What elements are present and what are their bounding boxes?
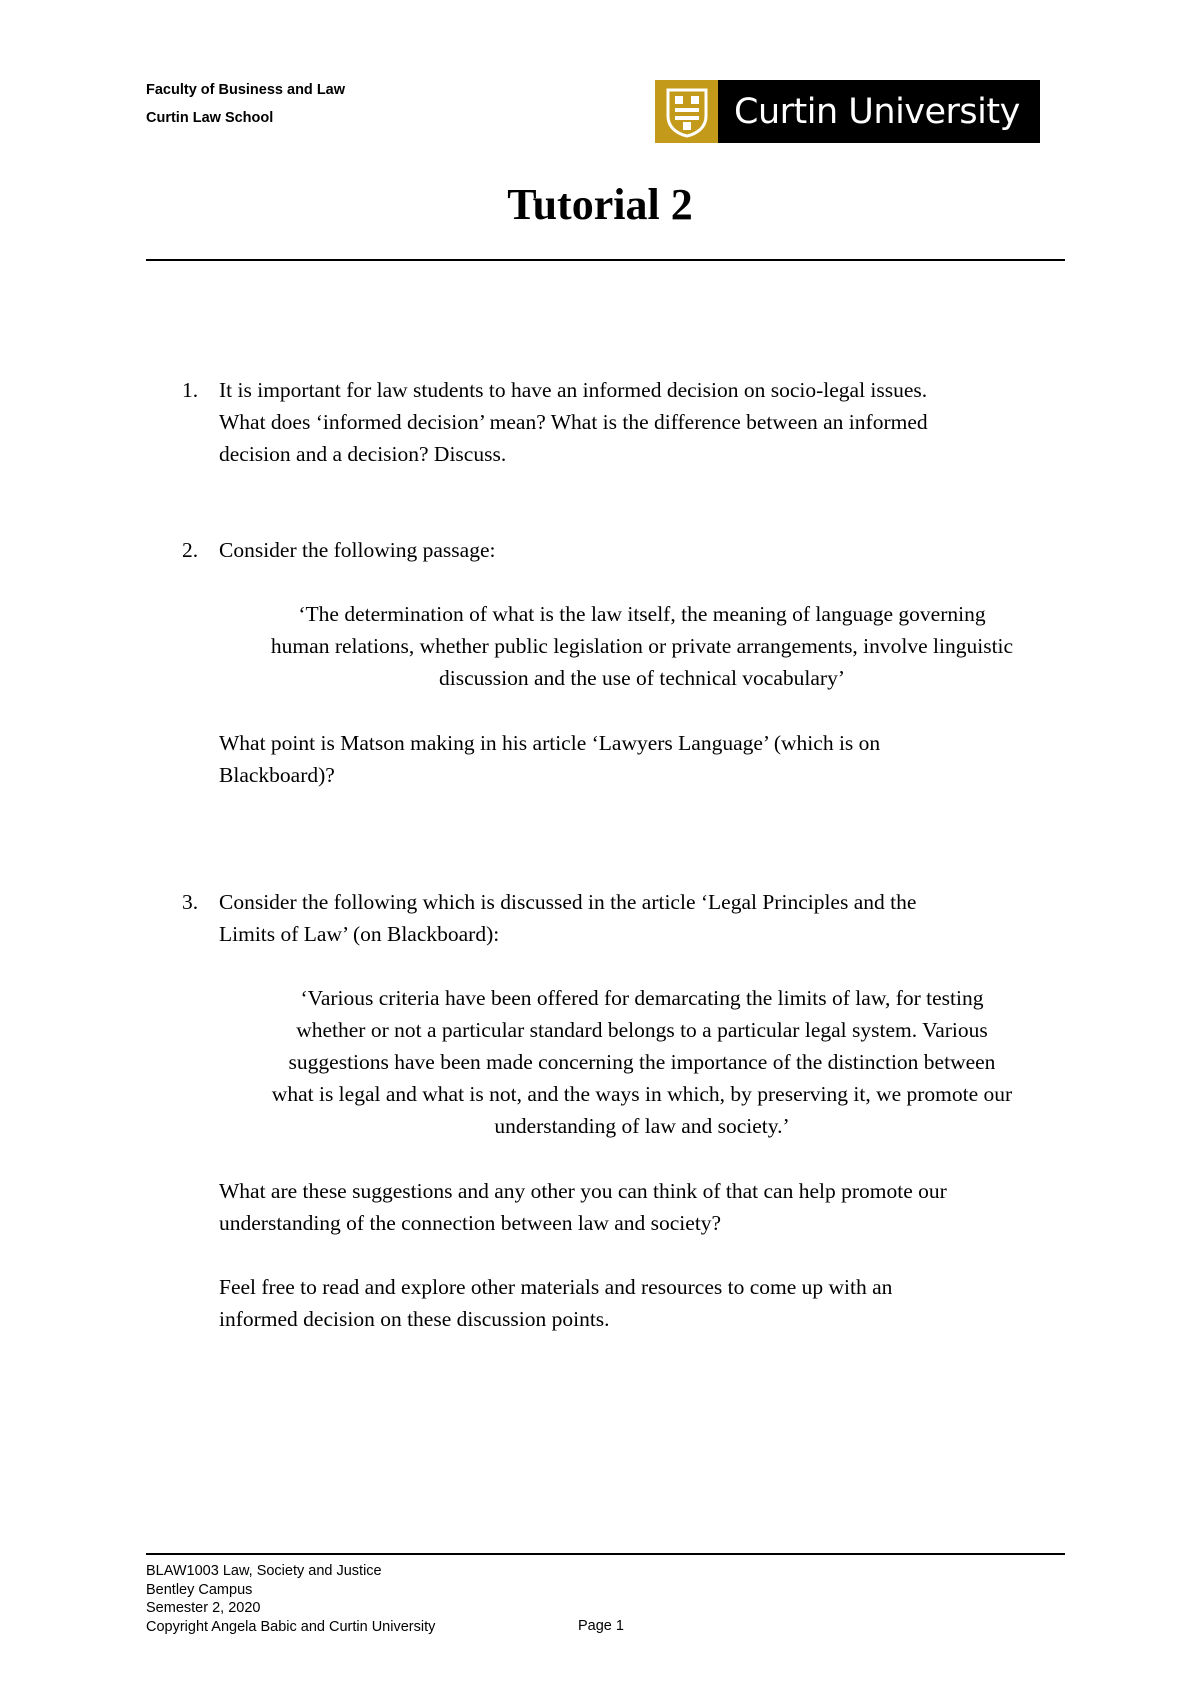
question-line: What point is Matson making in his article ‘Lawyers Language’ (which is on — [219, 731, 881, 755]
page-number: Page 1 — [578, 1618, 624, 1634]
question-line: It is important for law students to have an informed decision on socio-legal issues. — [219, 378, 928, 402]
question-2-quote — [219, 598, 1065, 694]
question-3-intro — [219, 886, 1069, 950]
quote-line: human relations, whether public legislation or private arrangements, involve linguistic — [270, 634, 1014, 658]
quote-line: ‘The determination of what is the law itself, the meaning of language governing — [298, 602, 986, 626]
footer — [146, 1562, 435, 1636]
school-name: Curtin Law School — [146, 110, 274, 126]
shield-icon — [655, 80, 718, 143]
question-2-number: 2. — [182, 538, 199, 562]
question-1-number: 1. — [182, 378, 199, 402]
question-line: understanding of the connection between law and society? — [219, 1211, 722, 1235]
question-line: What does ‘informed decision’ mean? What is the difference between an informed — [219, 410, 928, 434]
question-line: informed decision on these discussion points. — [219, 1307, 610, 1331]
footer-semester: Semester 2, 2020 — [146, 1600, 261, 1616]
logo-wordmark: Curtin University — [718, 80, 1040, 143]
footer-course: BLAW1003 Law, Society and Justice — [146, 1563, 382, 1579]
question-2-follow — [219, 727, 1069, 791]
question-line: Blackboard)? — [219, 763, 335, 787]
footer-copyright: Copyright Angela Babic and Curtin University — [146, 1618, 436, 1635]
quote-line: ‘Various criteria have been offered for demarcating the limits of law, for testing — [300, 986, 984, 1010]
question-3-number: 3. — [182, 890, 199, 914]
quote-line: suggestions have been made concerning the importance of the distinction between — [288, 1050, 996, 1074]
question-line: What are these suggestions and any other you can think of that can help promote our — [219, 1179, 947, 1203]
question-line: Consider the following which is discussed in the article ‘Legal Principles and the — [219, 890, 917, 914]
header-left — [146, 76, 345, 132]
faculty-name: Faculty of Business and Law — [146, 82, 346, 98]
page-title: Tutorial 2 — [507, 180, 693, 229]
footer-campus: Bentley Campus — [146, 1581, 253, 1598]
question-1-text — [219, 374, 1069, 470]
question-3-quote — [219, 982, 1065, 1142]
question-3-follow-2 — [219, 1271, 1069, 1335]
question-line: Limits of Law’ (on Blackboard): — [219, 922, 500, 946]
question-2-intro: Consider the following passage: — [219, 538, 496, 562]
question-line: Feel free to read and explore other materials and resources to come up with an — [219, 1275, 893, 1299]
question-3-follow-1 — [219, 1175, 1069, 1239]
quote-line: what is legal and what is not, and the ways in which, by preserving it, we promote our — [271, 1082, 1013, 1106]
quote-line: discussion and the use of technical vocabulary’ — [439, 666, 845, 690]
question-line: decision and a decision? Discuss. — [219, 442, 507, 466]
quote-line: whether or not a particular standard belongs to a particular legal system. Various — [296, 1018, 988, 1042]
footer-rule — [146, 1553, 1065, 1555]
quote-line: understanding of law and society.’ — [494, 1114, 790, 1138]
curtin-logo — [655, 80, 1040, 143]
title-rule — [146, 259, 1065, 261]
